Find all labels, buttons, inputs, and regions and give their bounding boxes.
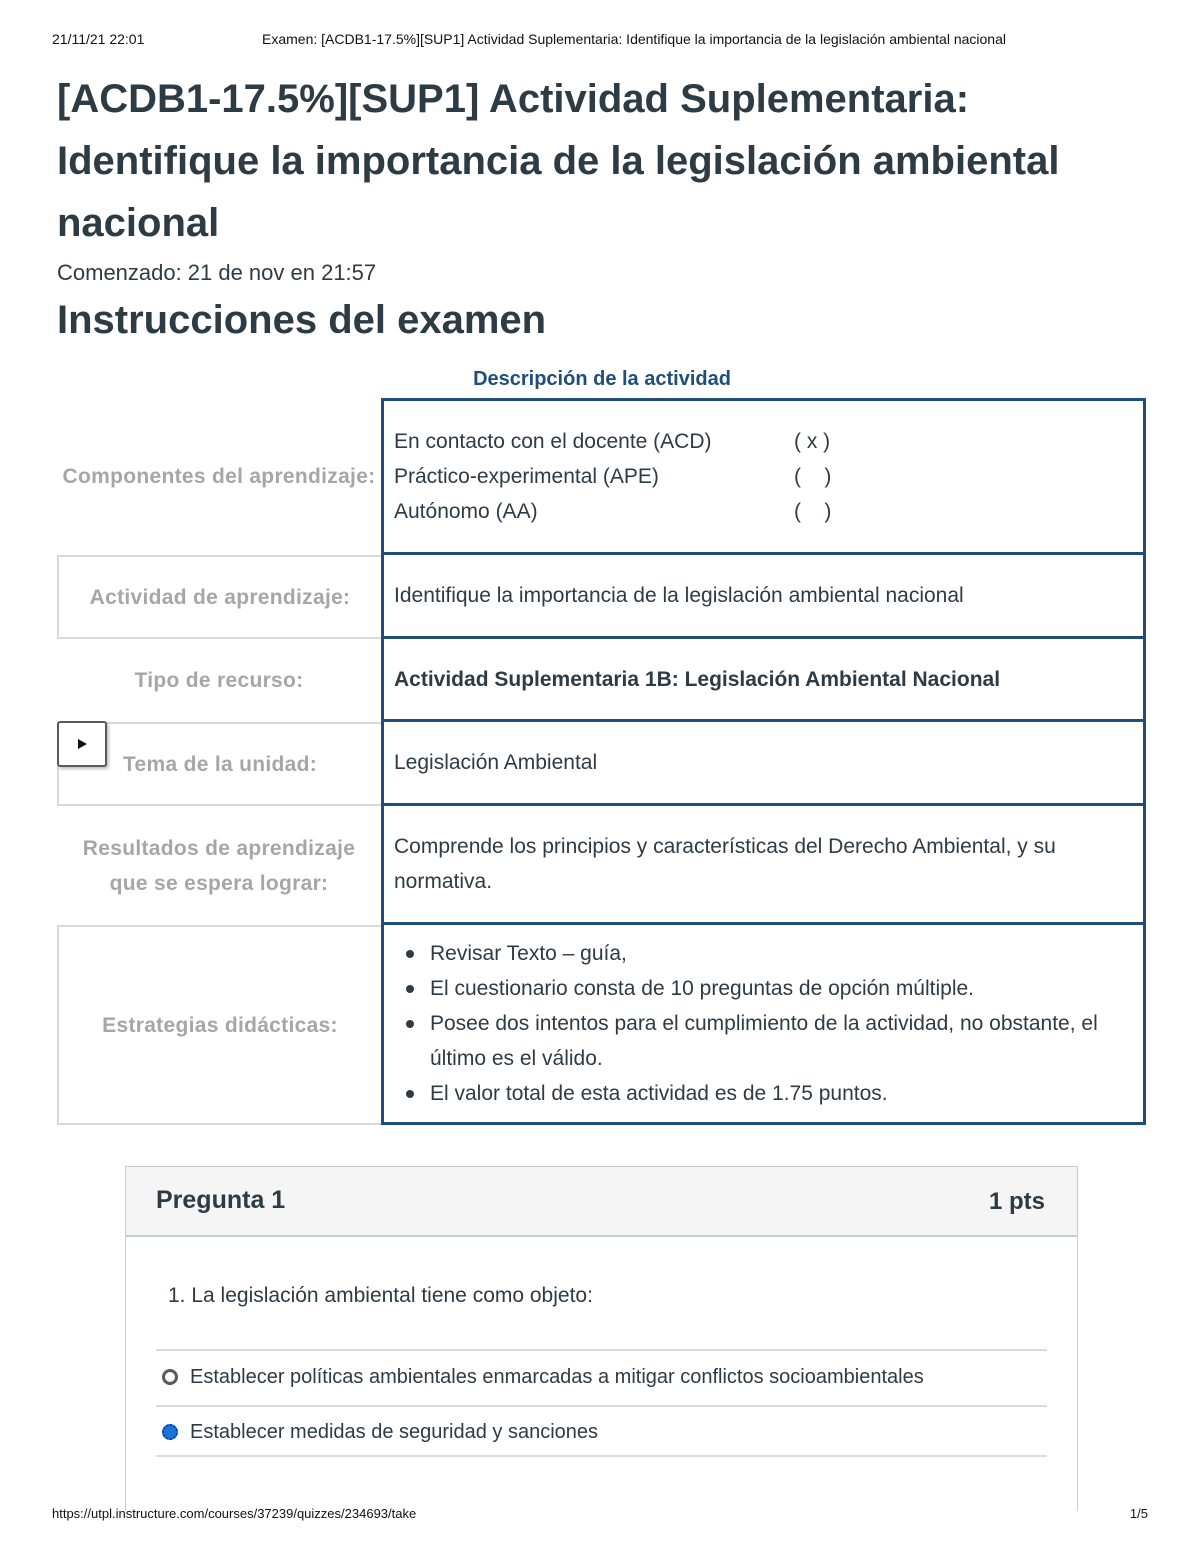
- answer-divider: [156, 1455, 1047, 1457]
- component-name: En contacto con el docente (ACD): [394, 430, 712, 453]
- component-row: [394, 494, 854, 529]
- answer-text: Establecer medidas de seguridad y sanciones: [190, 1420, 599, 1443]
- answer-option[interactable]: [162, 1414, 1047, 1450]
- started-value: 21 de nov en 21:57: [187, 260, 377, 285]
- strategy-item: El valor total de esta actividad es de 1.75 puntos.: [430, 1076, 1133, 1111]
- components-label: Componentes del aprendizaje:: [62, 465, 376, 488]
- component-row: [394, 424, 854, 459]
- unit-topic-value: Legislación Ambiental: [381, 722, 1146, 806]
- components-list: [394, 424, 854, 529]
- quiz-started: [57, 260, 376, 286]
- print-header: [52, 31, 1148, 51]
- activity-label: Actividad de aprendizaje:: [57, 555, 381, 639]
- answer-divider: [156, 1405, 1047, 1407]
- play-icon: [75, 737, 89, 751]
- strategies-label: Estrategias didácticas:: [57, 925, 381, 1125]
- radio-unselected-icon[interactable]: [162, 1369, 178, 1385]
- component-mark: ( ): [794, 500, 832, 523]
- started-label: Comenzado:: [57, 260, 182, 285]
- strategy-item: Posee dos intentos para el cumplimiento de la actividad, no obstante, el último es el válido.: [430, 1006, 1133, 1076]
- answer-divider: [156, 1349, 1047, 1351]
- question-points: 1 pts: [988, 1188, 1045, 1215]
- resource-type-label: Tipo de recurso:: [134, 669, 304, 692]
- question-card: [125, 1166, 1078, 1511]
- activity-value: Identifique la importancia de la legislación ambiental nacional: [381, 555, 1146, 639]
- component-mark: ( x ): [794, 430, 831, 453]
- answer-option[interactable]: [162, 1359, 1047, 1395]
- question-title: Pregunta 1: [156, 1186, 286, 1214]
- learning-outcomes-value: Comprende los principios y características del Derecho Ambiental, y su normativa.: [381, 806, 1146, 925]
- quiz-title: [ACDB1-17.5%][SUP1] Actividad Suplementaria: Identifique la importancia de la legislación ambiental nacional: [57, 77, 1060, 245]
- question-header: [126, 1167, 1077, 1237]
- answer-text: Establecer políticas ambientales enmarcadas a mitigar conflictos socioambientales: [190, 1365, 924, 1388]
- component-name: Práctico-experimental (APE): [394, 465, 659, 488]
- print-footer: [52, 1506, 1148, 1526]
- print-page-title: Examen: [ACDB1-17.5%][SUP1] Actividad Suplementaria: Identifique la importancia de la legislación ambiental nacional: [262, 31, 1006, 47]
- table-caption: Descripción de la actividad: [473, 368, 731, 390]
- unit-topic-label: Tema de la unidad:: [57, 722, 381, 806]
- components-value: [381, 398, 1146, 555]
- resource-type-value: Actividad Suplementaria 1B: Legislación Ambiental Nacional: [381, 639, 1146, 722]
- print-page-number: 1/5: [1129, 1506, 1148, 1521]
- strategies-value: [381, 925, 1146, 1125]
- radio-selected-icon[interactable]: [162, 1424, 178, 1440]
- component-name: Autónomo (AA): [394, 500, 538, 523]
- component-row: [394, 459, 854, 494]
- print-date: 21/11/21 22:01: [52, 31, 145, 47]
- strategy-item: Revisar Texto – guía,: [430, 936, 1133, 971]
- instructions-heading: Instrucciones del examen: [57, 298, 547, 342]
- media-play-button[interactable]: [57, 721, 107, 767]
- print-url: https://utpl.instructure.com/courses/37239/quizzes/234693/take: [52, 1506, 417, 1521]
- question-text: 1. La legislación ambiental tiene como objeto:: [168, 1284, 593, 1307]
- strategy-item: El cuestionario consta de 10 preguntas de opción múltiple.: [430, 971, 1133, 1006]
- learning-outcomes-label: Resultados de aprendizaje que se espera lograr:: [82, 836, 356, 895]
- strategies-list: [394, 936, 1133, 1111]
- component-mark: ( ): [794, 465, 832, 488]
